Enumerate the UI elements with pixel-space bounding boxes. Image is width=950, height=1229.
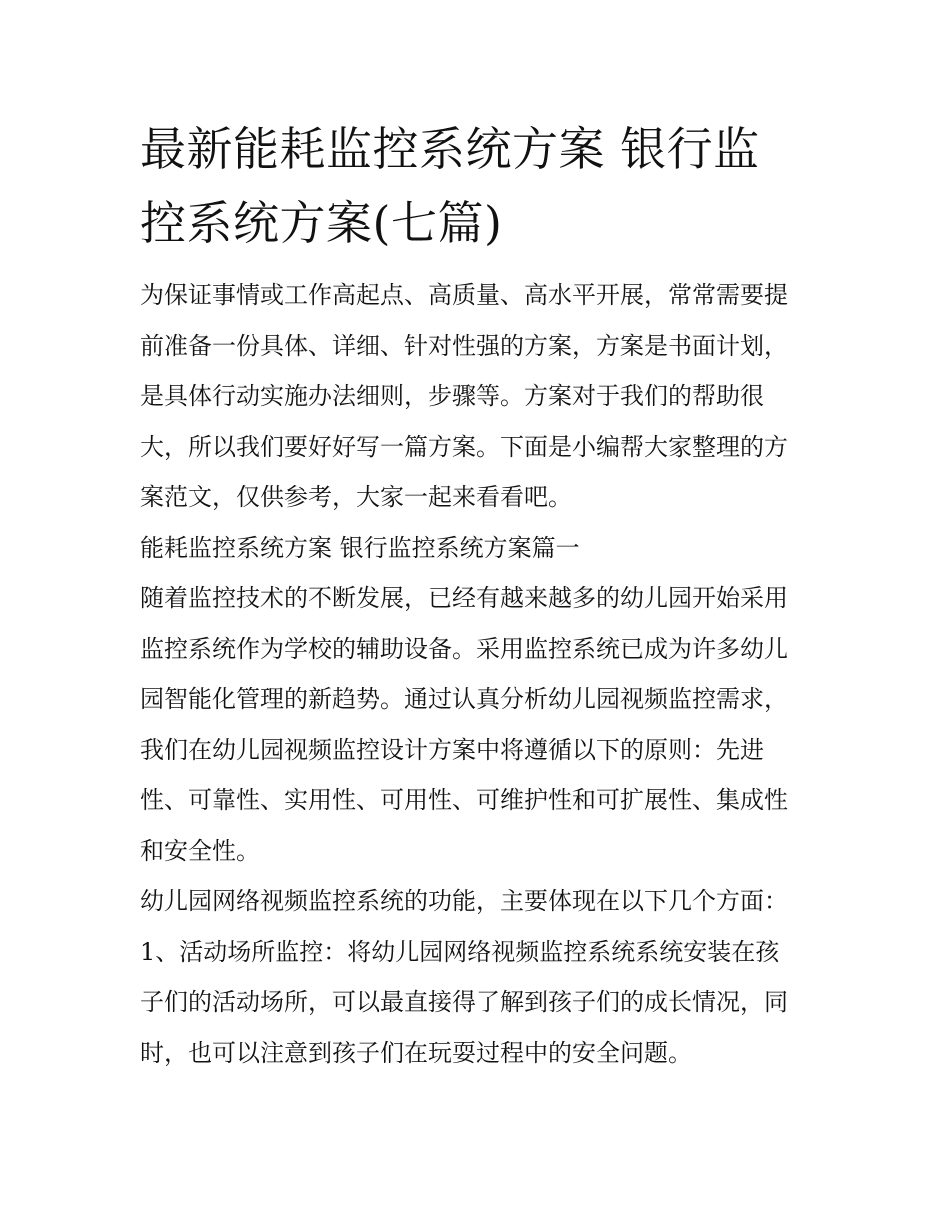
document-title bbox=[140, 112, 815, 260]
title-line: 最新能耗监控系统方案 银行监 bbox=[140, 122, 760, 176]
intro-line: 大，所以我们要好好写一篇方案。下面是小编帮大家整理的方 bbox=[140, 432, 788, 461]
title-line: 控系统方案(七篇) bbox=[140, 196, 503, 250]
intro-line: 前准备一份具体、详细、针对性强的方案，方案是书面计划， bbox=[140, 331, 788, 360]
body-paragraph-3 bbox=[140, 927, 815, 1079]
intro-line: 案范文，仅供参考，大家一起来看看吧。 bbox=[140, 483, 572, 511]
intro-line: 为保证事情或工作高起点、高质量、高水平开展，常常需要提 bbox=[140, 281, 788, 309]
document-page bbox=[140, 112, 815, 1078]
paragraph-line: 1、活动场所监控：将幼儿园网络视频监控系统系统安装在孩 bbox=[140, 937, 780, 966]
paragraph-line: 随着监控技术的不断发展，已经有越来越多的幼儿园开始采用 bbox=[140, 584, 788, 612]
paragraph-line: 我们在幼儿园视频监控设计方案中将遵循以下的原则：先进 bbox=[140, 735, 764, 764]
paragraph-line: 时，也可以注意到孩子们在玩耍过程中的安全问题。 bbox=[140, 1038, 692, 1067]
paragraph-line: 子们的活动场所，可以最直接得了解到孩子们的成长情况，同 bbox=[140, 988, 788, 1016]
body-paragraph-1 bbox=[140, 573, 815, 876]
section-heading: 能耗监控系统方案 银行监控系统方案篇一 bbox=[140, 533, 580, 562]
body-paragraph-2: 幼儿园网络视频监控系统的功能，主要体现在以下几个方面： bbox=[140, 887, 788, 915]
paragraph-line: 和安全性。 bbox=[140, 836, 260, 865]
paragraph-line: 监控系统作为学校的辅助设备。采用监控系统已成为许多幼儿 bbox=[140, 634, 788, 663]
paragraph-line: 园智能化管理的新趋势。通过认真分析幼儿园视频监控需求， bbox=[140, 685, 788, 713]
intro-line: 是具体行动实施办法细则，步骤等。方案对于我们的帮助很 bbox=[140, 382, 764, 410]
paragraph-line: 性、可靠性、实用性、可用性、可维护性和可扩展性、集成性 bbox=[140, 786, 788, 814]
intro-paragraph bbox=[140, 270, 815, 523]
